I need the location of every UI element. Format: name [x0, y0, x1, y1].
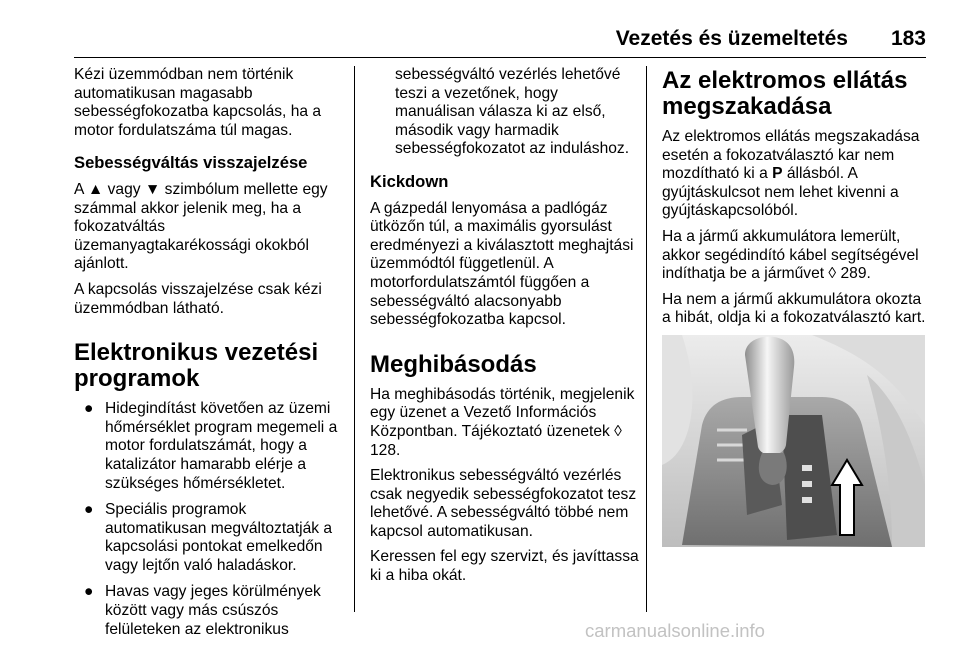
list-item: ● Speciális programok automatikusan megváltoztatják a kapcsolási pontokat emelkedőn vagy lejtőn való haladáskor. — [84, 501, 333, 574]
page-header — [0, 0, 960, 54]
shift-indicator-manual-paragraph: A kapcsolás visszajelzése csak kézi üzemmódban látható. — [74, 280, 322, 317]
power-interruption-heading: Az elektromos ellátás megszakadása — [662, 67, 908, 120]
power-paragraph-1: Az elektromos ellátás megszakadása esetén a fokozatválasztó kar nem mozdítható ki a P állásból. A gyújtáskulcsot nem lehet kivenni a gyújtáskapcsolóból. — [662, 128, 920, 220]
power-paragraph-2: Ha a jármű akkumulátora lemerült, akkor segédindító kábel segítségével indíthatja be a járművet ◊ 289. — [662, 227, 919, 283]
manual-mode-paragraph: Kézi üzemmódban nem történik automatikusan magasabb sebességfokozatba kapcsolás, ha a motor fordulatszáma túl magas. — [74, 66, 322, 139]
fault-paragraph-3: Keressen fel egy szervizt, és javíttassa ki a hiba okát. — [370, 548, 639, 585]
fault-paragraph-1: Ha meghibásodás történik, megjelenik egy üzenet a Vezető Információs Központban. Tájékoztató üzenetek ◊ 128. — [370, 385, 635, 459]
column-3 — [662, 66, 928, 355]
fault-paragraph-2: Elektronikus sebességváltó vezérlés csak negyedik sebességfokozatot tesz lehetővé. A sebességváltó többé nem kapcsol automatikusan. — [370, 467, 637, 540]
bullet-icon: ● — [84, 501, 94, 519]
gear-selector-illustration — [662, 335, 925, 547]
power-paragraph-3: Ha nem a jármű akkumulátora okozta a hibát, oldja ki a fokozatválasztó kart. — [662, 290, 926, 327]
kickdown-heading: Kickdown — [370, 171, 449, 191]
park-position-label: P — [772, 165, 783, 183]
list-item: ● Havas vagy jeges körülmények között vagy más csúszós felületeken az elektronikus — [84, 583, 321, 638]
list-item: ● Hidegindítást követően az üzemi hőmérséklet program megemeli a motor fordulatszámát, hogy a katalizátor hamarabb elérje a szükséges hőmérsékletet. — [84, 400, 338, 492]
fault-heading: Meghibásodás — [370, 350, 537, 378]
bullet-continuation: sebességváltó vezérlés lehetővé teszi a vezetőnek, hogy manuálisan válasza ki az első, második vagy harmadik sebességfokozatot az induláshoz. — [395, 66, 630, 158]
driving-programs-heading: Elektronikus vezetési programok — [74, 339, 319, 393]
kickdown-paragraph: A gázpedál lenyomása a padlógáz ütközőn túl, a maximális gyorsulást eredményezi a kiválasztott meghajtási üzemmódtól függetlenül. A motorfordulatszámtól függően a sebességváltó alacsonyabb sebességfokozatba kapcsol. — [370, 199, 634, 329]
column-2 — [370, 66, 642, 593]
column-1 — [74, 66, 346, 647]
gear-selector-figure — [662, 335, 925, 547]
column-divider-2 — [646, 66, 647, 612]
watermark: carmanualsonline.info — [585, 620, 765, 641]
driving-programs-list — [74, 400, 346, 639]
page-number: 183 — [890, 27, 926, 50]
bullet-icon: ● — [84, 400, 94, 418]
header-title: Vezetés és üzemeltetés — [615, 27, 848, 50]
column-divider-1 — [354, 66, 355, 612]
header-rule — [74, 57, 926, 58]
shift-indicator-paragraph: A ▲ vagy ▼ szimbólum mellette egy számmal akkor jelenik meg, ha a fokozatváltás üzemanyagtakarékossági okokból ajánlott. — [74, 180, 328, 273]
bullet-icon: ● — [84, 583, 94, 601]
shift-indicator-heading: Sebességváltás visszajelzése — [74, 153, 308, 173]
